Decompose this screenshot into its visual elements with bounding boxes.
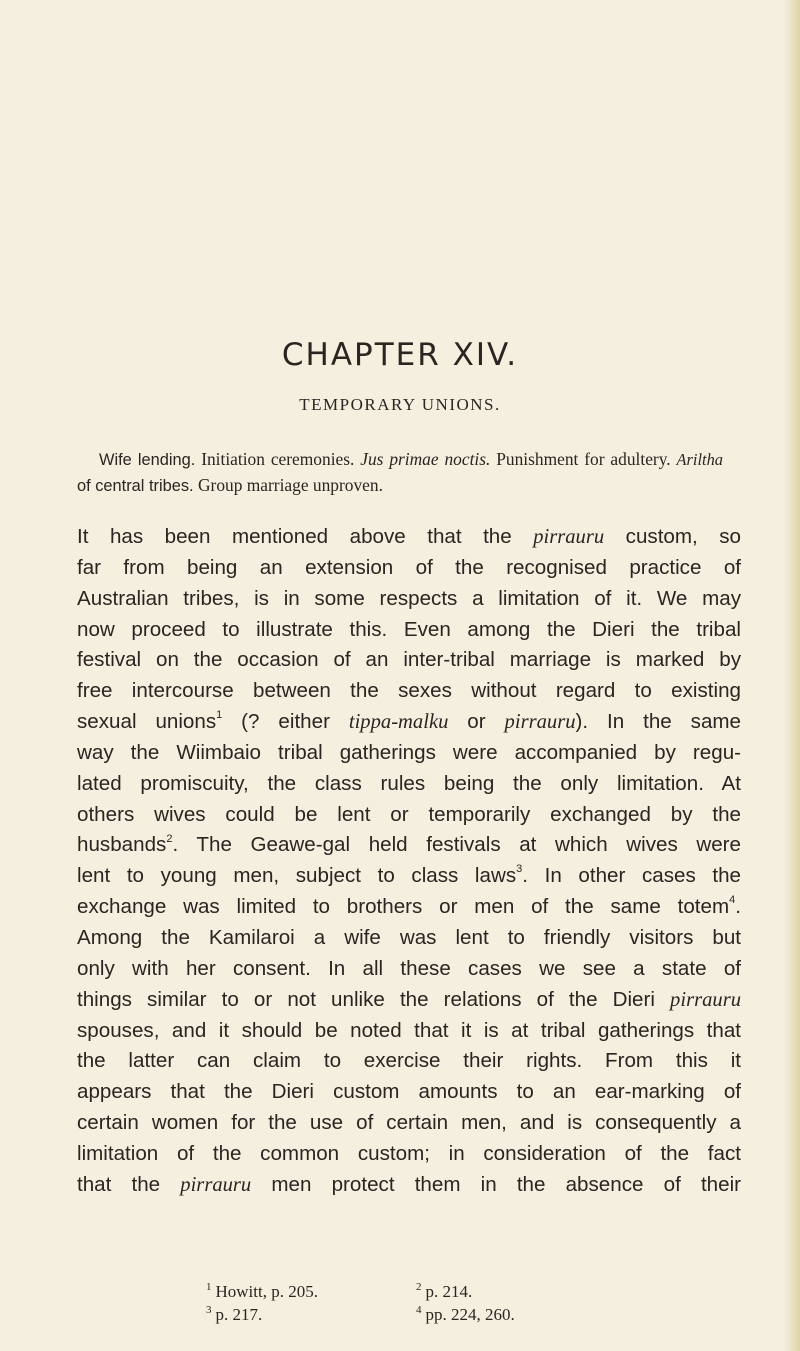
text-line: spouses, and it should be noted that it is at tribal gatherings that: [77, 1018, 741, 1042]
chapter-synopsis: [77, 447, 723, 499]
footnote: $^3$ p. 217.: [206, 1304, 263, 1324]
footnote-ref: 1: [216, 709, 223, 722]
synopsis-item: Group marriage unproven.: [197, 475, 383, 495]
text-line: appears that the Dieri custom amounts to an ear-marking of: [77, 1080, 741, 1104]
text-line: the latter can claim to exercise their rights. From this it: [77, 1049, 741, 1073]
text-line: husbands$^2$. The Geawe-gal held festivals at which wives were: [77, 832, 741, 857]
page-edge: [784, 0, 800, 1351]
synopsis-item: Punishment for adultery.: [496, 449, 671, 469]
synopsis-item: Jus primae noctis.: [360, 449, 491, 469]
text-line: others wives could be lent or temporarily exchanged by the: [77, 802, 741, 826]
text-line: lent to young men, subject to class laws$^3$. In other cases the: [77, 863, 741, 888]
footnote-ref: 3: [516, 863, 523, 876]
chapter-title: TEMPORARY UNIONS.: [299, 395, 501, 414]
text-line: limitation of the common custom; in consideration of the fact: [77, 1141, 741, 1165]
synopsis-item: Wife lending.: [99, 451, 196, 469]
text-line: sexual unions$^1$ (? either tippa-malku or pirrauru). In the same: [77, 709, 741, 734]
footnote-ref: 2: [166, 832, 173, 845]
text-line: only with her consent. In all these cases we see a state of: [77, 956, 741, 980]
text-line: things similar to or not unlike the relations of the Dieri pirrauru: [77, 987, 741, 1011]
text-line: lated promiscuity, the class rules being the only limitation. At: [77, 771, 741, 795]
footnote: $^1$ Howitt, p. 205.: [206, 1281, 318, 1301]
text-line: exchange was limited to brothers or men of the same totem$^4$.: [77, 894, 741, 919]
text-line: far from being an extension of the recognised practice of: [77, 555, 741, 579]
text-line: way the Wiimbaio tribal gatherings were accompanied by regu-: [77, 740, 741, 764]
text-line: that the pirrauru men protect them in the absence of their: [77, 1172, 741, 1196]
text-line: Among the Kamilaroi a wife was lent to friendly visitors but: [77, 925, 741, 949]
footnote: $^4$ pp. 224, 260.: [416, 1304, 515, 1324]
main-paragraph: [77, 522, 741, 1201]
text-line: festival on the occasion of an inter-tribal marriage is marked by: [77, 648, 741, 672]
footnotes: [206, 1280, 626, 1326]
text-line: free intercourse between the sexes without regard to existing: [77, 679, 741, 703]
text-line: Australian tribes, is in some respects a limitation of it. We may: [77, 586, 741, 610]
footnote-ref: 4: [729, 894, 736, 907]
text-line: It has been mentioned above that the pirrauru custom, so: [77, 525, 741, 548]
synopsis-item: Ariltha of central tribes.: [77, 450, 723, 495]
text-line: certain women for the use of certain men, and is consequently a: [77, 1111, 741, 1135]
synopsis-item: Initiation ceremonies.: [201, 449, 355, 469]
chapter-heading: CHAPTER XIV.: [281, 337, 519, 373]
footnote: $^2$ p. 214.: [416, 1281, 473, 1301]
text-line: now proceed to illustrate this. Even among the Dieri the tribal: [77, 617, 741, 641]
